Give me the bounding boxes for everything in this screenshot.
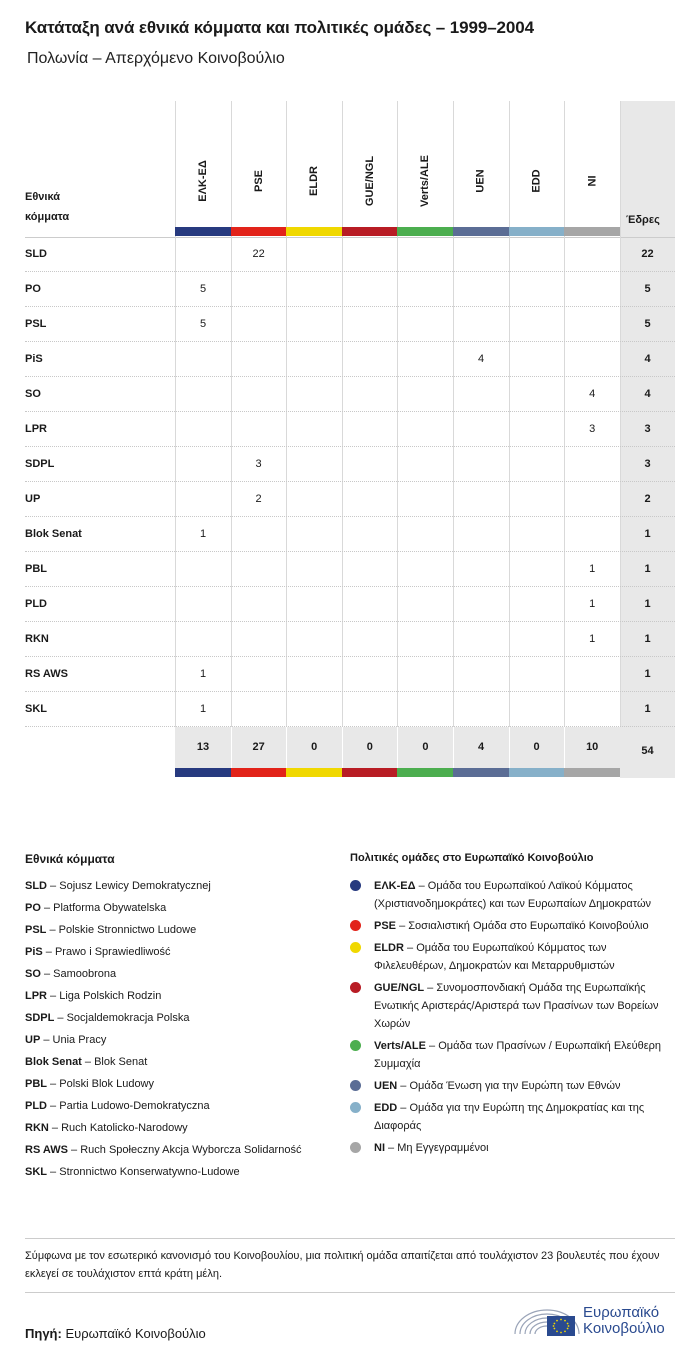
seat-cell: 4 [477,353,485,365]
group-color-bar [509,227,565,236]
group-color-bar [342,227,398,236]
group-header-label: ΕΛΚ-ΕΔ [197,160,209,202]
separator: – [40,902,54,914]
group-legend-name: Ομάδα των Πρασίνων / Ευρωπαϊκή Ελεύθερη Συμμαχία [374,1040,661,1070]
separator: – [47,990,60,1002]
party-legend-code: SDPL [25,1012,55,1024]
party-legend-item [25,1053,335,1071]
separator: – [47,1100,60,1112]
group-color-bar [286,227,342,236]
group-header-label: UEN [474,169,487,193]
party-legend-name: Polskie Stronnictwo Ludowe [58,924,197,936]
row-total: 1 [644,528,651,540]
group-header-3 [342,131,398,231]
group-legend-name: Μη Εγγεγραμμένοι [397,1142,489,1154]
separator: – [403,942,417,954]
table-row [25,692,675,727]
group-color-bar [564,768,620,777]
group-header-2 [286,131,342,231]
group-color-dot [350,982,361,993]
party-legend-code: SLD [25,880,47,892]
group-legend-code: GUE/NGL [374,982,425,994]
separator: – [385,1142,398,1154]
party-legend-item [25,987,335,1005]
group-legend [350,877,680,1161]
group-legend-item [350,917,680,935]
row-total: 4 [644,388,651,400]
party-legend-code: RKN [25,1122,49,1134]
source-line [25,1326,206,1341]
party-legend-code: PBL [25,1078,47,1090]
group-color-bar [231,768,287,777]
separator: – [40,1034,53,1046]
party-code: LPR [25,423,47,435]
group-legend-item [350,1099,680,1135]
group-color-bar [397,227,453,236]
divider [25,1238,675,1239]
group-total: 4 [477,741,485,753]
separator: – [46,924,59,936]
group-color-bar [509,768,565,777]
group-color-bar [564,227,620,236]
party-legend-item [25,1031,335,1049]
separator: – [397,1102,410,1114]
party-legend-code: SKL [25,1166,47,1178]
separator: – [396,920,409,932]
group-legend-code: Verts/ALE [374,1040,426,1052]
seats-table [25,101,675,778]
group-legend-item [350,1077,680,1095]
row-total: 1 [644,633,651,645]
group-color-bar [175,768,231,777]
page-subtitle: Πολωνία – Απερχόμενο Κοινοβούλιο [27,50,285,67]
group-color-dot [350,1080,361,1091]
table-row [25,622,675,657]
separator: – [425,1040,439,1052]
group-legend-code: ELDR [374,942,404,954]
table-row [25,377,675,412]
group-header-6 [509,131,565,231]
party-legend-code: SO [25,968,41,980]
separator: – [40,968,54,980]
party-legend-name: Samoobrona [53,968,117,980]
table-row [25,482,675,517]
seat-cell: 3 [255,458,262,470]
party-legend-code: PLD [25,1100,47,1112]
group-color-dot [350,942,361,953]
party-legend-item [25,943,335,961]
group-legend-title: Πολιτικές ομάδες στο Ευρωπαϊκό Κοινοβούλιο [350,852,594,864]
party-legend-name: Sojusz Lewicy Demokratycznej [59,880,211,892]
group-legend-code: EDD [374,1102,398,1114]
group-header-label: Verts/ALE [419,155,432,207]
separator: – [68,1144,81,1156]
table-row [25,587,675,622]
row-total: 1 [644,598,651,610]
seat-cell: 2 [255,493,262,505]
party-code: RS AWS [25,668,68,680]
party-legend-name: Stronnictwo Konserwatywno-Ludowe [59,1166,240,1178]
group-legend-code: PSE [374,920,397,932]
totals-divider [397,727,398,768]
group-color-bar [453,768,509,777]
seat-cell: 5 [199,318,207,330]
group-total: 13 [196,741,210,753]
party-legend-name: Partia Ludowo-Demokratyczna [59,1100,210,1112]
logo-text: Ευρωπαϊκό Κοινοβούλιο [583,1304,665,1337]
group-legend-item [350,979,680,1033]
party-code: SKL [25,703,47,715]
party-code: PSL [25,318,47,330]
party-legend-title: Εθνικά κόμματα [25,852,115,866]
seat-cell: 1 [199,528,207,540]
group-legend-code: UEN [374,1080,398,1092]
group-color-dot [350,880,361,891]
table-row [25,272,675,307]
group-legend-item [350,939,680,975]
party-legend-name: Socjaldemokracja Polska [66,1012,190,1024]
row-total: 1 [644,563,651,575]
party-legend-item [25,965,335,983]
group-legend-code: ΕΛΚ-ΕΔ [374,880,416,892]
group-color-bar [397,768,453,777]
party-code: RKN [25,633,49,645]
party-legend-name: Unia Pracy [52,1034,107,1046]
party-code: PBL [25,563,47,575]
party-code: Blok Senat [25,528,82,540]
party-legend-code: Blok Senat [25,1056,82,1068]
party-legend-code: UP [25,1034,41,1046]
group-header-label: EDD [530,169,543,193]
party-legend-item [25,1097,335,1115]
totals-divider [342,727,343,768]
party-legend-item [25,1009,335,1027]
separator: – [424,982,437,994]
group-legend-name: Ομάδα για την Ευρώπη της Δημοκρατίας και της Διαφοράς [374,1102,645,1132]
group-header-0 [175,131,231,231]
group-header-label: NI [586,175,599,187]
group-color-dot [350,1102,361,1113]
party-legend-name: Blok Senat [94,1056,148,1068]
party-code: PLD [25,598,47,610]
table-row [25,307,675,342]
party-legend-code: RS AWS [25,1144,68,1156]
seat-cell: 1 [199,668,207,680]
seat-cell: 4 [589,388,596,400]
totals-divider [453,727,454,768]
group-header-7 [564,131,620,231]
source-value: Ευρωπαϊκό Κοινοβούλιο [65,1326,206,1341]
source-label: Πηγή: [25,1326,62,1341]
group-legend-name: Σοσιαλιστική Ομάδα στο Ευρωπαϊκό Κοινοβούλιο [408,920,649,932]
party-legend-name: Ruch Katolicko-Narodowy [61,1122,188,1134]
totals-divider [509,727,510,768]
group-header-5 [453,131,509,231]
separator: – [81,1056,95,1068]
table-row [25,657,675,692]
separator: – [47,880,60,892]
group-total: 0 [422,741,429,753]
group-legend-name: Ομάδα του Ευρωπαϊκού Λαϊκού Κόμματος (Χριστιανοδημοκράτες) και των Ευρωπαίων Δημοκρατών [374,880,652,910]
party-legend-item [25,921,335,939]
group-legend-item [350,877,680,913]
group-legend-name: Συνομοσπονδιακή Ομάδα της Ευρωπαϊκής Ενωτικής Αριστεράς/Αριστερά των Πρασίνων των Βορείων Χωρών [374,982,659,1030]
party-code: SDPL [25,458,55,470]
party-legend-name: Polski Blok Ludowy [59,1078,155,1090]
seat-cell: 5 [199,283,207,295]
group-header-1 [231,131,287,231]
party-legend-code: PiS [25,946,43,958]
divider [25,1292,675,1293]
row-total: 4 [644,353,651,365]
party-legend-item [25,1141,335,1159]
row-total: 1 [644,668,651,680]
party-legend-item [25,1119,335,1137]
group-color-bar [175,227,231,236]
group-legend-code: NI [374,1142,385,1154]
group-header-label: ELDR [308,166,321,196]
party-legend-name: Liga Polskich Rodzin [59,990,162,1002]
totals-divider [564,727,565,768]
group-legend-name: Ομάδα του Ευρωπαϊκού Κόμματος των Φιλελευθέρων, Δημοκρατών και Μεταρρυθμιστών [374,942,615,972]
group-total: 10 [586,741,599,753]
seat-cell: 1 [589,598,596,610]
group-color-bar [231,227,287,236]
row-total: 3 [644,423,651,435]
group-legend-name: Ομάδα Ένωση για την Ευρώπη των Εθνών [409,1080,621,1092]
group-total: 0 [311,741,318,753]
group-legend-item [350,1139,680,1157]
party-column-header: Εθνικά κόμματα [25,191,70,223]
group-header-4 [397,131,453,231]
row-total: 22 [641,248,654,260]
seat-cell: 1 [199,703,207,715]
totals-divider [286,727,287,768]
party-code: SO [25,388,41,400]
row-total: 2 [644,493,651,505]
seats-column-header: Έδρες [626,214,660,226]
party-code: SLD [25,248,47,260]
party-legend-code: LPR [25,990,47,1002]
separator: – [48,1122,62,1134]
group-legend-item [350,1037,680,1073]
page-title: Κατάταξη ανά εθνικά κόμματα και πολιτικές ομάδες – 1999–2004 [25,18,534,37]
table-row [25,552,675,587]
row-total: 1 [644,703,651,715]
separator: – [47,1166,60,1178]
group-header-label: PSE [252,169,265,193]
separator: – [397,1080,410,1092]
totals-divider [231,727,232,768]
seat-cell: 22 [252,248,265,260]
table-row [25,412,675,447]
group-color-dot [350,1040,361,1051]
footnote: Σύμφωνα με τον εσωτερικό κανονισμό του Κοινοβουλίου, μια πολιτική ομάδα απαιτίζεται από τουλάχιστον 23 βουλευτές που έχουν εκλεγεί σε τουλάχιστον επτά κράτη μέλη. [25,1250,660,1280]
group-color-dot [350,920,361,931]
group-color-bar [453,227,509,236]
table-row [25,237,675,272]
seat-cell: 3 [589,423,596,435]
party-legend-name: Ruch Społeczny Akcja Wyborcza Solidarność [80,1144,302,1156]
grand-total: 54 [641,745,654,757]
party-legend [25,877,335,1185]
seat-cell: 1 [589,633,596,645]
separator: – [54,1012,67,1024]
table-row [25,342,675,377]
group-color-bar [286,768,342,777]
party-legend-code: PO [25,902,41,914]
row-total: 3 [644,458,651,470]
party-legend-item [25,1075,335,1093]
party-legend-item [25,877,335,895]
row-total: 5 [644,283,651,295]
party-legend-item [25,899,335,917]
seat-cell: 1 [589,563,596,575]
table-row [25,517,675,552]
party-legend-name: Platforma Obywatelska [53,902,167,914]
party-legend-item [25,1163,335,1181]
group-color-bar [342,768,398,777]
party-legend-code: PSL [25,924,47,936]
group-total: 27 [252,741,265,753]
party-code: PiS [25,353,43,365]
party-code: PO [25,283,41,295]
separator: – [415,880,428,892]
group-total: 0 [533,741,540,753]
group-color-dot [350,1142,361,1153]
party-code: UP [25,493,41,505]
group-total: 0 [366,741,373,753]
separator: – [47,1078,60,1090]
table-row [25,447,675,482]
row-total: 5 [644,318,651,330]
party-legend-name: Prawo i Sprawiedliwość [54,946,171,958]
group-header-label: GUE/NGL [363,155,376,207]
separator: – [42,946,55,958]
